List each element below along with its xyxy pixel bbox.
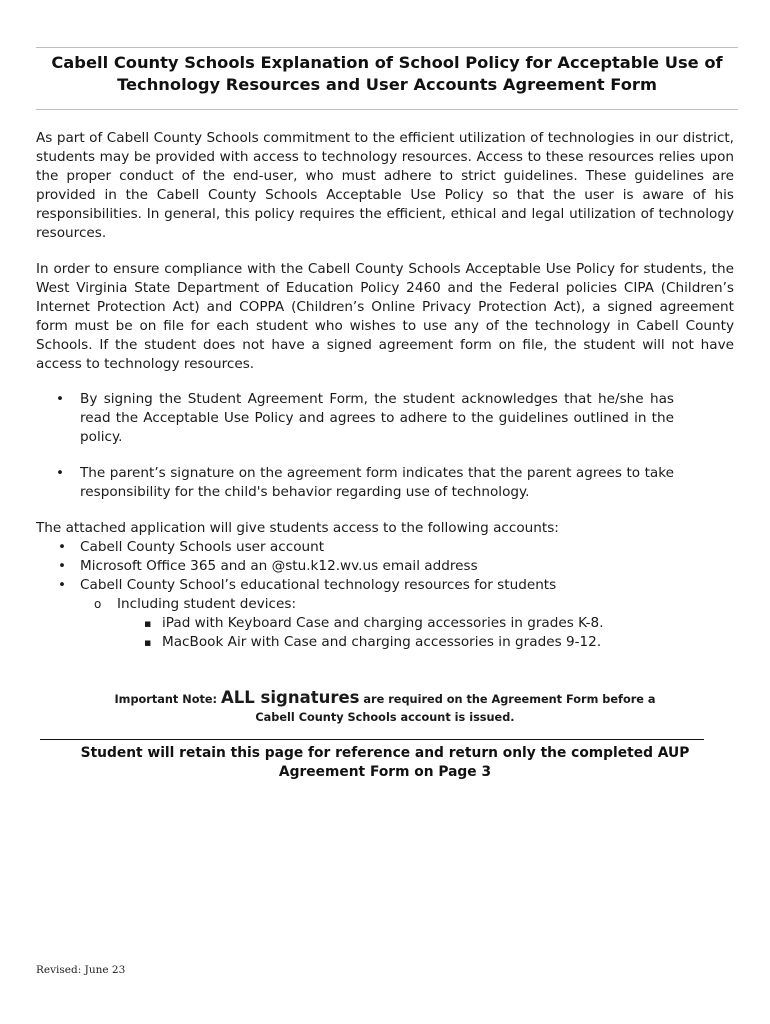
sub-bullet-marker: o xyxy=(94,597,102,611)
important-note xyxy=(36,689,734,727)
retain-notice: Student will retain this page for reference and return only the completed AUP Agreement Form on Page 3 xyxy=(80,745,690,780)
agreement-bullet-parent xyxy=(56,464,674,502)
note-emphasis: ALL signatures xyxy=(221,688,360,707)
list-item xyxy=(36,633,736,652)
note-text: are required on the Agreement Form before a xyxy=(359,693,656,706)
square-bullet-marker: ▪ xyxy=(144,617,152,630)
list-item xyxy=(36,576,736,595)
bullet-marker: • xyxy=(56,391,65,407)
device-label: MacBook Air with Case and charging accessories in grades 9-12. xyxy=(162,634,602,650)
device-label: iPad with Keyboard Case and charging accessories in grades K-8. xyxy=(162,615,604,631)
page-title: Cabell County Schools Explanation of School Policy for Acceptable Use of Technology Resources and User Accounts Agreement Form xyxy=(51,53,723,94)
bullet-marker: • xyxy=(56,465,65,481)
bullet-text: The parent’s signature on the agreement form indicates that the parent agrees to take responsibility for the child's behavior regarding use of technology. xyxy=(80,465,674,500)
account-label: Cabell County School’s educational technology resources for students xyxy=(80,577,557,593)
list-item xyxy=(36,557,736,576)
sub-item-label: Including student devices: xyxy=(117,596,297,612)
square-bullet-marker: ▪ xyxy=(144,636,152,649)
note-text-line2: Cabell County Schools account is issued. xyxy=(255,711,515,724)
bullet-marker: • xyxy=(58,558,67,574)
compliance-paragraph: In order to ensure compliance with the Cabell County Schools Acceptable Use Policy for students, the West Virginia State Department of Education Policy 2460 and the Federal policies CIPA (Children’s Internet Protection Act) and COPPA (Children’s Online Privacy Protection Act), a signed agreement form must be on file for each student who wishes to use any of the technology in Cabell County Schools. If the student does not have a signed agreement form on file, the student will not have access to technology resources. xyxy=(36,261,734,372)
account-label: Cabell County Schools user account xyxy=(80,539,325,555)
intro-paragraph: As part of Cabell County Schools commitment to the efficient utilization of technologies in our district, students may be provided with access to technology resources. Access to these resources relies upon the proper conduct of the end-user, who must adhere to strict guidelines. These guidelines are provided in the Cabell County Schools Acceptable Use Policy so that the user is aware of his responsibilities. In general, this policy requires the efficient, ethical and legal utilization of technology resources. xyxy=(36,130,734,241)
top-divider xyxy=(36,47,738,48)
list-item xyxy=(36,595,736,614)
note-label: Important Note: xyxy=(114,693,221,706)
agreement-bullet-student xyxy=(56,390,674,447)
bullet-marker: • xyxy=(58,577,67,593)
bullet-marker: • xyxy=(58,539,67,555)
accounts-list xyxy=(36,538,736,652)
account-label: Microsoft Office 365 and an @stu.k12.wv.us email address xyxy=(80,558,478,574)
bullet-text: By signing the Student Agreement Form, the student acknowledges that he/she has read the Acceptable Use Policy and agrees to adhere to the guidelines outlined in the policy. xyxy=(80,391,674,445)
note-divider xyxy=(40,739,704,740)
revised-date: Revised: June 23 xyxy=(36,964,126,976)
list-item xyxy=(36,538,736,557)
title-divider xyxy=(36,109,738,110)
accounts-intro: The attached application will give students access to the following accounts: xyxy=(36,520,559,536)
list-item xyxy=(36,614,736,633)
